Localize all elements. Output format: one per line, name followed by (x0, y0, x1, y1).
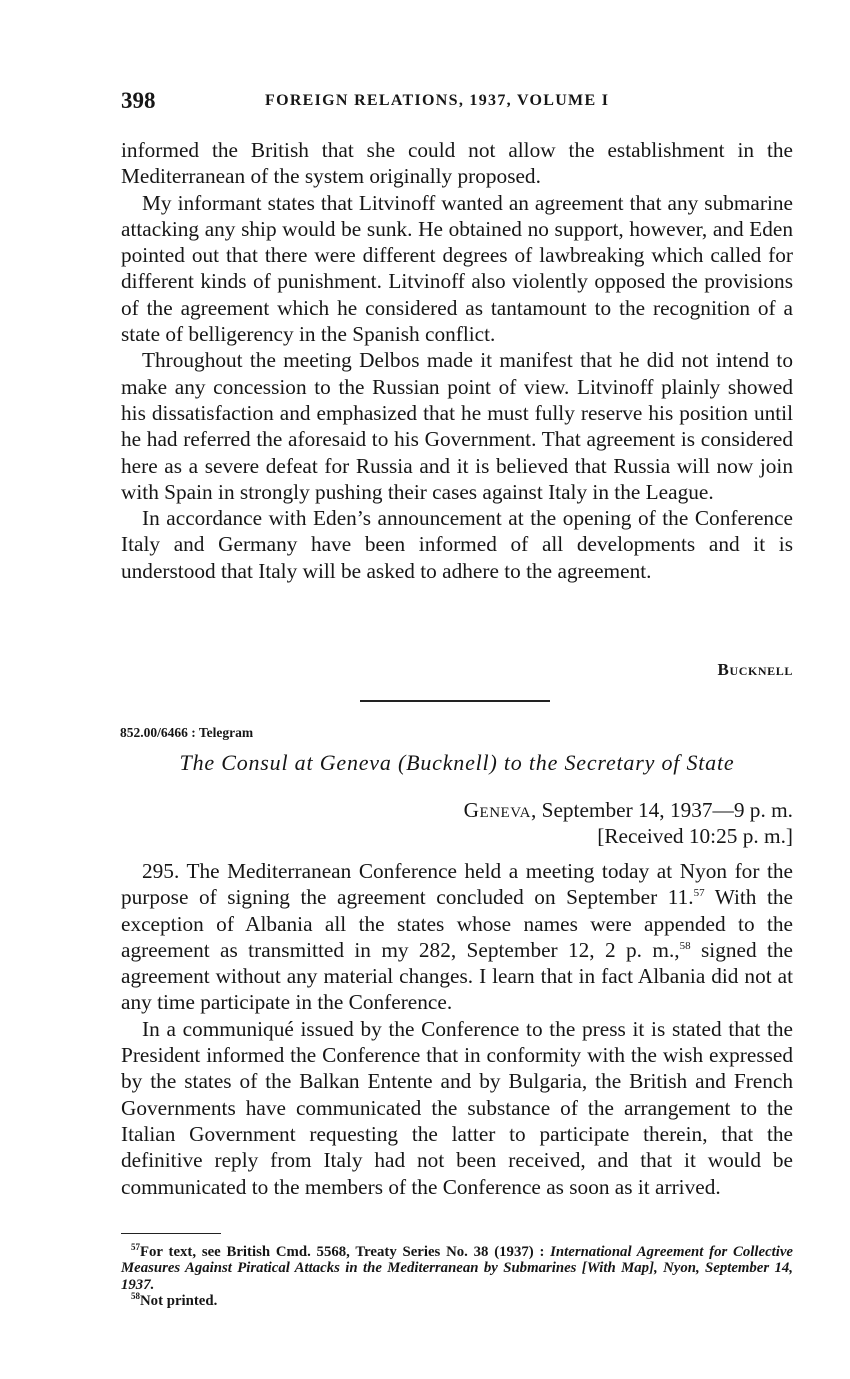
running-head: FOREIGN RELATIONS, 1937, VOLUME I (265, 92, 610, 109)
telegram-text (121, 858, 793, 1200)
continued-telegram-text (121, 137, 793, 584)
dateline (464, 797, 793, 850)
footnote-57: $^{57}$For text, see British Cmd. 5568, Treaty Series No. 38 (1937) : International Agreement for Collective Measures Against Piratical Attacks in the Mediterranean by Submarines [With Map], Nyon, September 14, 1937. (121, 1242, 793, 1293)
section-divider (360, 700, 550, 702)
received-time: [Received 10:25 p. m.] (597, 824, 793, 849)
footnote-reference: 57 (693, 887, 705, 900)
paragraph: Throughout the meeting Delbos made it manifest that he did not intend to make any concession to the Russian point of view. Litvinoff plainly showed his dissatisfaction and emphasized that he must fully reserve his position until he had referred the aforesaid to his Government. That agreement is considered here as a severe defeat for Russia and it is believed that Russia will now join with Spain in strongly pushing their cases against Italy in the League. (121, 348, 793, 504)
paragraph: In accordance with Eden’s announcement at the opening of the Conference Italy and Germany have been informed of all developments and it is understood that Italy will be asked to adhere to the agreement. (121, 506, 793, 583)
footnote-mark: 58 (131, 1291, 140, 1302)
footnotes (121, 1244, 793, 1310)
dateline-line (464, 797, 793, 823)
footnote-divider (121, 1233, 221, 1234)
dateline-place: Geneva (463, 798, 531, 822)
paragraph: informed the British that she could not allow the establishment in the Mediterranean of the system originally proposed. (121, 138, 793, 189)
footnote-58: $^{58}$Not printed. (131, 1291, 218, 1310)
footnote-reference: 58 (679, 939, 691, 952)
page-header (121, 88, 793, 118)
document-title: The Consul at Geneva (Bucknell) to the Secretary of State (179, 750, 735, 775)
dateline-date: , September 14, 1937—9 p. m. (530, 798, 793, 822)
paragraph: 295. The Mediterranean Conference held a meeting today at Nyon for the purpose of signing the agreement concluded on September 11.57 With the exception of Albania all the states whose names were appended to the agreement as transmitted in my 282, September 12, 2 p. m.,$^{58}$ signed the agreement without any material changes. I learn that in fact Albania did not at any time participate in the Conference. (121, 859, 793, 1015)
page-number: 398 (121, 88, 156, 113)
file-reference: 852.00/6466 : Telegram (120, 725, 254, 740)
paragraph: My informant states that Litvinoff wanted an agreement that any submarine attacking any ship would be sunk. He obtained no support, however, and Eden pointed out that there were different degrees of lawbreaking which called for different kinds of punishment. Litvinoff also violently opposed the provisions of the agreement which he considered as tantamount to the recognition of a state of belligerency in the Spanish conflict. (121, 190, 793, 347)
signature: Bucknell (717, 660, 793, 679)
footnote-mark: 57 (131, 1242, 140, 1253)
paragraph: In a communiqué issued by the Conference to the press it is stated that the President informed the Conference that in conformity with the wish expressed by the states of the Balkan Entente and by Bulgaria, the British and French Governments have communicated the substance of the arrangement to the Italian Government requesting the latter to participate therein, that the definitive reply from Italy had not been received, and that it would be communicated to the members of the Conference as soon as it arrived. (121, 1016, 793, 1199)
